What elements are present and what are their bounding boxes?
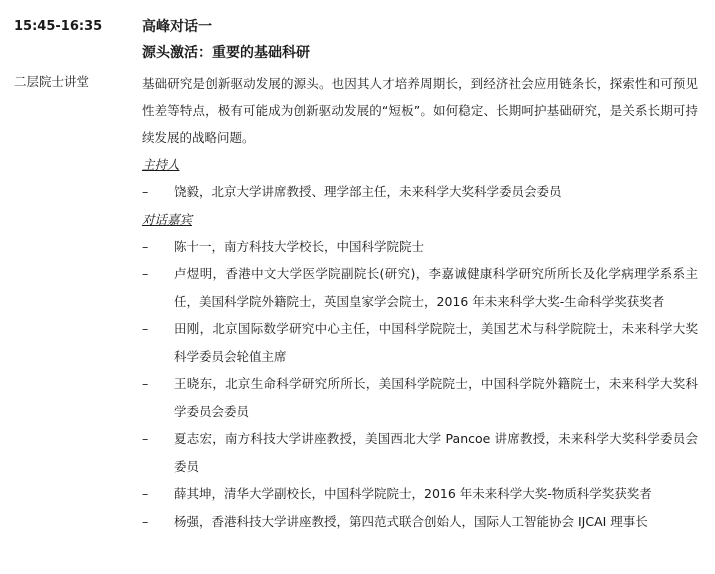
guest-person: 薛其坤，清华大学副校长，中国科学院院士，2016 年未来科学大奖-物质科学奖获奖者 bbox=[174, 486, 652, 501]
guest-item bbox=[142, 425, 698, 480]
guest-person: 卢煜明，香港中文大学医学院副院长(研究)，李嘉诚健康科学研究所所长及化学病理学系系主任，美国科学院外籍院士，英国皇家学会院士，2016 年未来科学大奖-生命科学奖获奖者 bbox=[174, 266, 698, 309]
host-list bbox=[142, 178, 698, 206]
guest-person: 夏志宏，南方科技大学讲座教授，美国西北大学 Pancoe 讲席教授，未来科学大奖科学委员会委员 bbox=[174, 431, 698, 474]
dash-bullet: – bbox=[142, 266, 149, 281]
session-content bbox=[142, 14, 698, 535]
guest-item bbox=[142, 508, 698, 536]
host-label: 主持人 bbox=[142, 157, 180, 172]
session-subtitle: 源头激活：重要的基础科研 bbox=[142, 45, 310, 61]
session-venue: 二层院士讲堂 bbox=[14, 74, 90, 89]
guest-item bbox=[142, 260, 698, 315]
dash-bullet: – bbox=[142, 376, 149, 391]
session-title: 高峰对话一 bbox=[142, 19, 212, 35]
guest-person: 王晓东，北京生命科学研究所所长，美国科学院院士，中国科学院外籍院士，未来科学大奖科学委员会委员 bbox=[174, 376, 698, 419]
dash-bullet: – bbox=[142, 238, 149, 254]
dash-bullet: – bbox=[142, 321, 149, 336]
session-intro: 基础研究是创新驱动发展的源头。也因其人才培养周期长，到经济社会应用链条长，探索性和可预见性差等特点，极有可能成为创新驱动发展的“短板”。如何稳定、长期呵护基础研究，是关系长期可持续发展的战略问题。 bbox=[142, 76, 698, 145]
guests-list bbox=[142, 233, 698, 536]
guest-person: 田刚，北京国际数学研究中心主任，中国科学院院士，美国艺术与科学院院士，未来科学大奖科学委员会轮值主席 bbox=[174, 321, 698, 364]
guest-item bbox=[142, 315, 698, 370]
guest-person: 陈十一，南方科技大学校长，中国科学院院士 bbox=[174, 238, 425, 254]
guests-label: 对话嘉宾 bbox=[142, 211, 193, 227]
session-time: 15:45-16:35 bbox=[14, 19, 103, 34]
guest-item bbox=[142, 370, 698, 425]
guest-person: 杨强，香港科技大学讲座教授，第四范式联合创始人，国际人工智能协会 IJCAI 理事长 bbox=[174, 513, 648, 529]
guest-item bbox=[142, 480, 698, 508]
dash-bullet: – bbox=[142, 431, 149, 446]
dash-bullet: – bbox=[142, 513, 149, 529]
guest-item bbox=[142, 233, 698, 261]
host-person: 饶毅，北京大学讲席教授、理学部主任，未来科学大奖科学委员会委员 bbox=[174, 184, 562, 199]
host-item bbox=[142, 178, 698, 206]
dash-bullet: – bbox=[142, 486, 149, 501]
dash-bullet: – bbox=[142, 184, 149, 199]
